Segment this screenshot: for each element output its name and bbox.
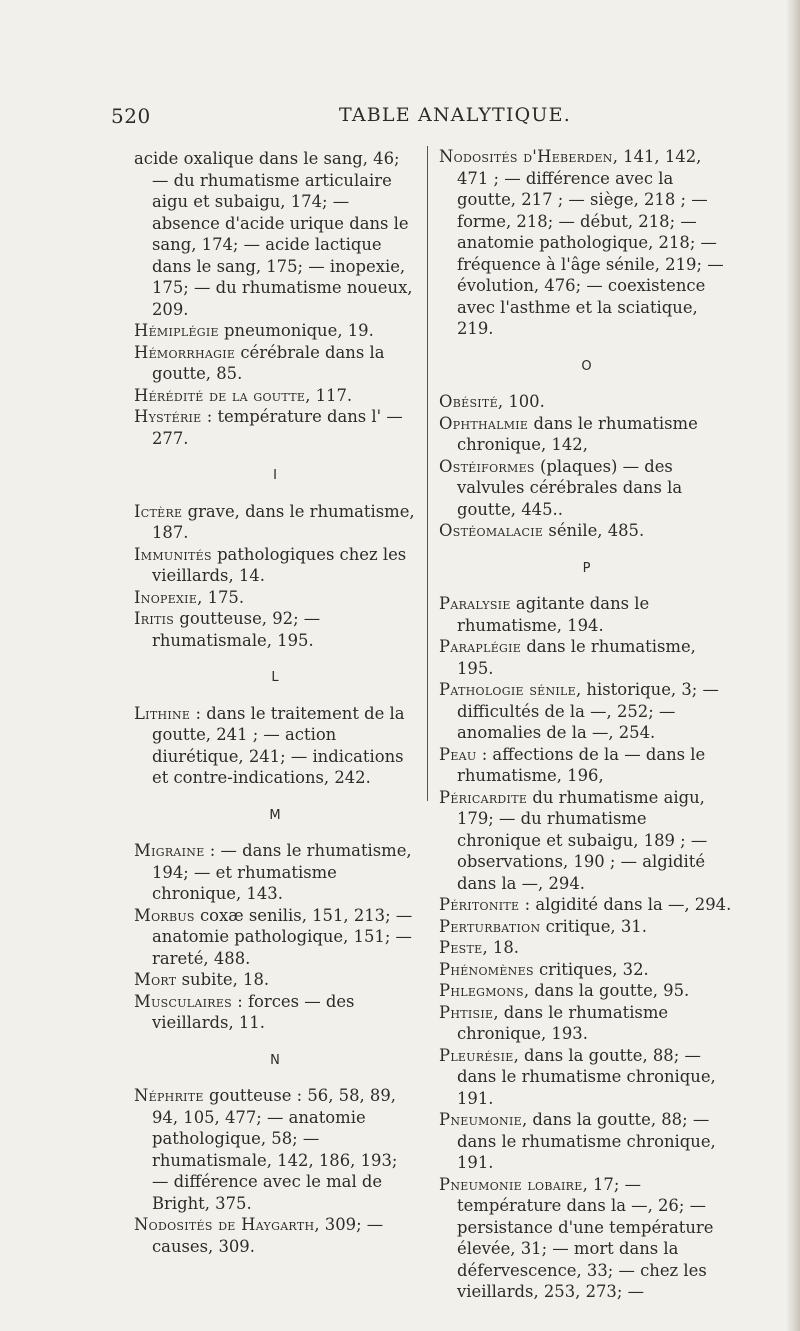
entry-text: sénile, 485.: [543, 521, 645, 540]
entry-headword: Pleurésie: [439, 1045, 514, 1065]
entry-text: : algidité dans la —, 294.: [519, 895, 732, 914]
entry-text: , 309; — causes, 309.: [152, 1215, 384, 1256]
entry-text: : dans le traitement de la goutte, 241 ; — action diurétique, 241; — indications et contre-indications, 242.: [152, 703, 405, 787]
entry-text: , dans la goutte, 88; — dans le rhumatisme chronique, 191.: [457, 1045, 716, 1108]
index-entry: [439, 1174, 734, 1303]
index-entry: [439, 1045, 734, 1110]
entry-text: coxæ senilis, 151, 213; — anatomie pathologique, 151; — rareté, 488.: [152, 905, 413, 968]
index-entry: [134, 608, 416, 651]
index-entry: [439, 937, 734, 959]
index-entry: [439, 636, 734, 679]
index-entry: [134, 703, 416, 789]
index-entry: [134, 544, 416, 587]
index-column-right: [427, 146, 734, 1301]
entry-headword: Hérédité de la goutte: [134, 385, 306, 405]
page-header: [111, 104, 751, 134]
index-entry: [439, 1109, 734, 1174]
index-entry: [134, 1214, 416, 1257]
index-entry: [439, 894, 734, 916]
entry-text: : affections de la — dans le rhumatisme, 196,: [457, 744, 706, 785]
entry-text: subite, 18.: [176, 970, 270, 989]
section-letter: L: [271, 670, 279, 685]
entry-headword: Phénomènes: [439, 959, 534, 979]
entry-headword: Ostéomalacie: [439, 521, 544, 540]
section-letter: O: [581, 358, 592, 374]
index-entry: [134, 969, 416, 991]
entry-headword: Phlegmons: [439, 981, 524, 1000]
entry-text: , dans la goutte, 95.: [523, 981, 690, 1000]
index-entry: [439, 744, 734, 787]
entry-text: cérébrale dans la goutte, 85.: [152, 342, 385, 383]
entry-headword: Morbus: [134, 905, 195, 925]
index-entry: [134, 905, 416, 970]
section-letter: M: [269, 807, 281, 823]
index-entry: [439, 679, 734, 744]
entry-headword: Paraplégie: [439, 637, 522, 656]
entry-text: : — dans le rhumatisme, 194; — et rhumatisme chronique, 143.: [152, 841, 412, 903]
index-entry: [134, 587, 416, 609]
index-column-left: [134, 148, 416, 1257]
entry-text: , historique, 3; — difficultés de la —, 252; — anomalies de la —, 254.: [457, 680, 719, 742]
entry-text: , 117.: [305, 385, 353, 405]
entry-headword: Ictère: [134, 501, 183, 521]
entry-text: , 18.: [482, 938, 519, 957]
index-entry: [134, 1085, 416, 1214]
index-entry: [134, 320, 416, 342]
entry-text: dans le rhumatisme chronique, 142,: [457, 413, 698, 454]
index-entry: [439, 787, 734, 895]
index-entry: [134, 148, 416, 320]
index-entry: [439, 520, 734, 542]
entry-headword: Pathologie sénile: [439, 680, 576, 699]
entry-headword: Pneumonie: [439, 1110, 522, 1129]
entry-text: goutteuse, 92; — rhumatismale, 195.: [152, 609, 321, 650]
section-letter: N: [270, 1052, 280, 1068]
entry-headword: Peau: [439, 744, 477, 764]
entry-headword: Perturbation: [439, 916, 541, 936]
entry-headword: Ophthalmie: [439, 413, 529, 433]
entry-headword: Néphrite: [134, 1086, 204, 1105]
entry-headword: Inopexie: [134, 587, 198, 607]
entry-headword: Hémorrhagie: [134, 342, 236, 362]
entry-text: : température dans l' — 277.: [152, 407, 403, 448]
entry-headword: Phtisie: [439, 1002, 494, 1022]
section-letter: P: [582, 560, 591, 576]
entry-headword: Ostéiformes: [439, 456, 535, 476]
entry-text: dans le rhumatisme, 195.: [457, 637, 696, 678]
index-entry: [439, 980, 734, 1002]
index-entry: [134, 385, 416, 407]
entry-text: , 175.: [197, 587, 245, 607]
index-entry: [134, 342, 416, 385]
entry-headword: Nodosités de Haygarth: [134, 1215, 315, 1234]
entry-headword: Mort: [134, 970, 177, 989]
index-entry: [439, 146, 734, 340]
index-entry: [134, 991, 416, 1034]
entry-text: agitante dans le rhumatisme, 194.: [457, 594, 650, 635]
entry-headword: Nodosités d'Heberden: [439, 147, 613, 166]
entry-text: critique, 31.: [540, 916, 647, 936]
entry-headword: Lithine: [134, 703, 191, 723]
entry-text: grave, dans le rhumatisme, 187.: [152, 501, 415, 542]
index-entry: [439, 1002, 734, 1045]
entry-headword: Paralysie: [439, 594, 511, 613]
page-number: 520: [111, 104, 151, 128]
page-edge: [786, 0, 800, 1331]
entry-text: , 141, 142, 471 ; — différence avec la goutte, 217 ; — siège, 218 ; — forme, 218; — début, 218; — anatomie pathologique, 218; — fréquence à l'âge sénile, 219; — évolution, 476; — coexistence avec l'asthme et la sciatique, 219.: [457, 147, 724, 338]
entry-text: pneumonique, 19.: [218, 321, 374, 340]
entry-headword: Immunités: [134, 544, 212, 564]
entry-text: critiques, 32.: [533, 959, 649, 979]
entry-headword: Pneumonie lobaire: [439, 1174, 583, 1194]
index-entry: [439, 456, 734, 521]
entry-text: (plaques) — des valvules cérébrales dans la goutte, 445..: [457, 456, 683, 519]
entry-headword: Hémiplégie: [134, 321, 219, 340]
entry-headword: Migraine: [134, 841, 205, 860]
entry-text: , 17; — température dans la —, 26; — persistance d'une température élevée, 31; — mort dans la défervescence, 33; — chez les vieillards, 253, 273; —: [457, 1174, 714, 1301]
entry-text: goutteuse : 56, 58, 89, 94, 105, 477; — anatomie pathologique, 58; — rhumatismale, 142, 186, 193; — différence avec le mal de Bright, 375.: [152, 1086, 398, 1213]
entry-headword: Peste: [439, 938, 483, 957]
entry-headword: Iritis: [134, 609, 175, 628]
entry-text: du rhumatisme aigu, 179; — du rhumatisme chronique et subaigu, 189 ; — observations, 190 ; — algidité dans la —, 294.: [457, 787, 708, 893]
entry-text: , 100.: [497, 392, 545, 411]
entry-headword: Hystérie: [134, 407, 202, 426]
entry-headword: Péritonite: [439, 895, 520, 914]
entry-headword: Obésité: [439, 392, 498, 411]
index-entry: [134, 501, 416, 544]
entry-headword: Musculaires: [134, 991, 233, 1011]
index-entry: [439, 593, 734, 636]
index-entry: [439, 391, 734, 413]
index-entry: [439, 413, 734, 456]
entry-text: , dans le rhumatisme chronique, 193.: [457, 1002, 669, 1043]
entry-text: , dans la goutte, 88; — dans le rhumatisme chronique, 191.: [457, 1110, 716, 1172]
index-entry: [439, 959, 734, 981]
index-entry: [134, 840, 416, 905]
entry-text: acide oxalique dans le sang, 46; — du rhumatisme articulaire aigu et subaigu, 174; — absence d'acide urique dans le sang, 174; — acide lactique dans le sang, 175; — inopexie, 175; — du rhumatisme noueux, 209.: [134, 149, 413, 319]
index-entry: [134, 406, 416, 449]
section-letter: I: [273, 468, 277, 483]
running-title: TABLE ANALYTIQUE.: [339, 104, 571, 126]
entry-text: pathologiques chez les vieillards, 14.: [152, 544, 407, 585]
entry-headword: Péricardite: [439, 787, 528, 807]
entry-text: : forces — des vieillards, 11.: [152, 991, 355, 1032]
index-entry: [439, 916, 734, 938]
